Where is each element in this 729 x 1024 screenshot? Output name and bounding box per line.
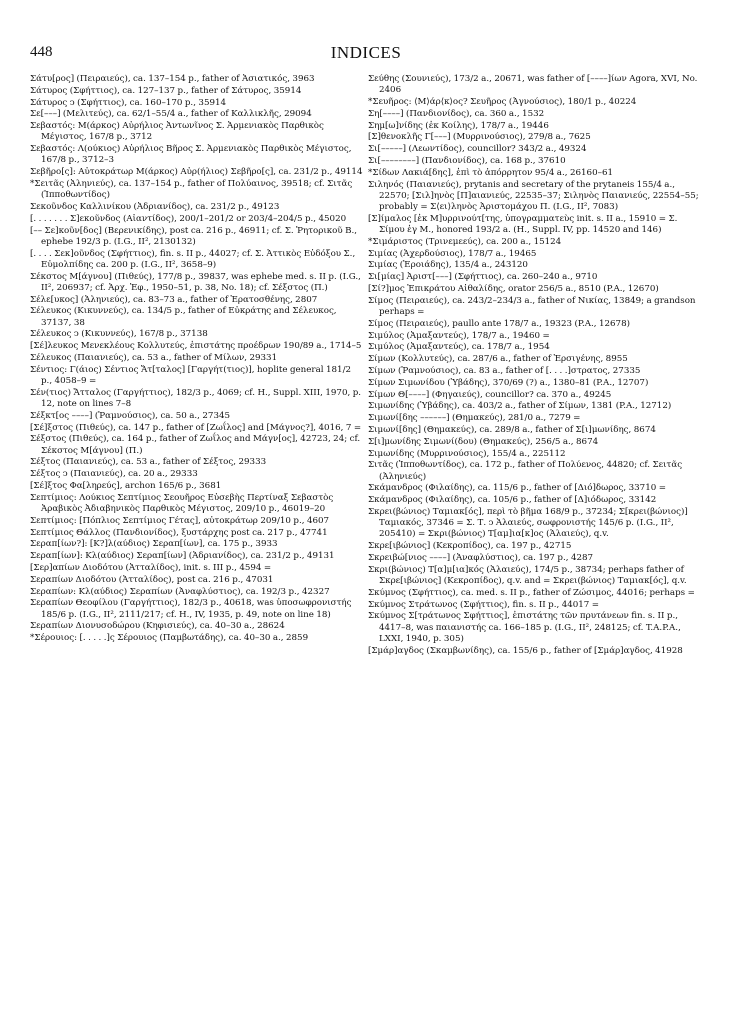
index-entry: [. . . . . . . Σ]εκοῦνδος (Αἰαντίδος), 200/1–201/2 or 203/4–204/5 p., 45020 — [30, 213, 347, 224]
index-entry: Σιληνός (Παιανιεύς), prytanis and secretary of the prytaneis 155/4 a., 22570; [Σιλ]ηνὸς [Π]αιανιεύς, 22535–37; Σιληνὸς Παιανιεύς, 22554–55; probably = Σ⟨ει⟩ληνὸς Ἀριστομάχου Π. (I.G., II², 7083) — [368, 179, 699, 212]
index-entry: Σεβαστός: Λ(ούκιος) Αὐρήλιος Βῆρος Σ. Ἀρμενιακὸς Παρθικὸς Μέγιστος, 167/8 p., 3712–3 — [30, 144, 352, 166]
index-entry: Σέλευκος (Κικυννεύς), ca. 134/5 p., father of Εὐκράτης and Σέλευκος, 37137, 38 — [30, 306, 337, 328]
index-entry: Σι[––––––––] (Πανδιονίδος), ca. 168 p., 37610 — [368, 155, 566, 166]
index-entry: Σίμων (Ῥαμνούσιος), ca. 83 a., father of [. . . .]στρατος, 27335 — [368, 365, 641, 376]
index-entry: [Σί?]μος Ἐπικράτου Αἰθαλίδης, orator 256/5 a., 8510 (P.A., 12670) — [368, 283, 659, 294]
index-entry: Σάτυ[ρος] (Πειραιεύς), ca. 137–154 p., father of Ἀσιατικός, 3963 — [30, 74, 315, 84]
index-entry: [Σμάρ]αγδος (Σκαμβωνίδης), ca. 155/6 p., father of [Σμάρ]αγδος, 41928 — [368, 645, 683, 656]
index-entry: Σέξτος ↄ (Παιανιεύς), ca. 20 a., 29333 — [30, 469, 198, 480]
index-entry: Σκύμνος (Σφήττιος), ca. med. s. II p., father of Ζώσιμος, 44016; perhaps = — [368, 587, 695, 598]
index-entry: Σεβαστός: Μ(άρκος) Αὐρήλιος Ἀντωνῖνος Σ. Ἀρμενιακὸς Παρθικὸς Μέγιστος, 167/8 p., 3712 — [30, 121, 324, 143]
index-entry: [Σ]θενοκλῆς Γ[–––] (Μυρρινούσιος), 279/8 a., 7625 — [368, 132, 591, 143]
index-entry: [Σέ]ξτος Φα[ληρεύς], archon 165/6 p., 3681 — [30, 480, 222, 491]
index-entry: Σίμων Θ[––––] (Φηγαιεύς), councillor? ca. 370 a., 49245 — [368, 389, 612, 400]
index-entry: Σάτυρος (Σφήττιος), ca. 127–137 p., father of Σάτυρος, 35914 — [30, 85, 302, 96]
index-entry: Σέλε[υκος] (Ἀληνιεύς), ca. 83–73 a., father of Ἐρατοσθένης, 2807 — [30, 294, 318, 305]
index-entry: Σεπτίμιος Θάλλος (Πανδιονίδος), ξυστάρχης post ca. 217 p., 47741 — [30, 527, 328, 538]
right-column — [368, 74, 702, 1014]
index-entry: Σιμωνί[δης] (Θημακεύς), ca. 289/8 a., father of Σ[ι]μωνίδης, 8674 — [368, 424, 656, 435]
index-entry: Σιμίας (Ἀχερδούσιος), 178/7 a., 19465 — [368, 248, 537, 259]
page-header — [30, 44, 702, 66]
index-entry: Σι[μίας] Ἀριστ[–––] (Σφήττιος), ca. 260–240 a., 9710 — [368, 272, 598, 283]
index-entry: Σκάμανδρος (Φιλαίδης), ca. 105/6 p., father of [Δ]ιόδωρος, 33142 — [368, 495, 657, 506]
index-entry: [–– Σε]κοῦν[δος] (Βερενικίδης), post ca. 216 p., 46911; cf. Σ. Ῥητορικοῦ Β., ephebe 192/3 p. (I.G., II², 2130132) — [30, 225, 358, 247]
index-entry: Σιμύλος (Ἀμαξαντεύς), 178/7 a., 19460 = — [368, 330, 550, 341]
index-entry: Σέξτος (Παιανιεύς), ca. 53 a., father of Σέξτος, 29333 — [30, 457, 267, 468]
index-entry: Σκάμανδρος (Φιλαίδης), ca. 115/6 p., father of [Διό]δωρος, 33710 = — [368, 483, 666, 494]
index-entry: Σιμίας (Ἐροιάδης), 135/4 a., 243120 — [368, 260, 528, 271]
index-entry: Σάτυρος ↄ (Σφήττιος), ca. 160–170 p., 35914 — [30, 97, 227, 108]
index-entry: [Σέ]ξστος (Πιθεύς), ca. 147 p., father of [Ζωΐλος] and [Μάγνος?], 4016, 7 = — [30, 422, 362, 433]
index-entry: Σκρειβώ[νιος ––––] (Ἀναφλύστιος), ca. 197 p., 4287 — [368, 552, 594, 563]
index-entry: [. . . . Σεκ]οῦνδος (Σφήττιος), fin. s. II p., 44027; cf. Σ. Ἀττικὸς Εὐδόξου Σ., Εὐμολπίδης ca. 200 p. (I.G., II², 3658–9) — [30, 248, 356, 270]
index-entry: Σκύμνος Στράτωνος (Σφήττιος), fin. s. II p., 44017 = — [368, 599, 600, 610]
index-entry: Σέκστος Μ[άγνου] (Πιθεύς), 177/8 p., 39837, was ephebe med. s. II p. (I.G., II², 206937; cf. Ἀρχ. Ἐφ., 1950–51, p. 38, No. 18); cf. Σέξστος (Π.) — [30, 271, 361, 293]
page-title: INDICES — [330, 43, 402, 62]
index-entry: Σεκοῦνδος Καλλινίκου (Ἀδριανίδος), ca. 231/2 p., 49123 — [30, 201, 280, 212]
page-number: 448 — [30, 44, 53, 60]
index-entry: Σι[–––––] (Λεωντίδος), councillor? 343/2 a., 49324 — [368, 144, 587, 155]
index-entry: Σιμωνί[δης ––––––] (Θημακεύς), 281/0 a., 7279 = — [368, 413, 581, 424]
index-entry: Σιτᾶς (Ἱπποθωντίδος), ca. 172 p., father of Πολύενος, 44820; cf. Σειτᾶς (Ἀληνιεύς) — [368, 460, 683, 482]
index-entry: *Σειτᾶς (Ἀληνιεύς), ca. 137–154 p., father of Πολύαινος, 39518; cf. Σιτᾶς (Ἱπποθωντίδος) — [30, 178, 353, 201]
index-entry: Σέξκτ[ος ––––] (Ῥαμνούσιος), ca. 50 a., 27345 — [30, 410, 231, 421]
index-entry: Σίμων Σιμωνίδου (Ὑβάδης), 370/69 (?) a., 1380–81 (P.A., 12707) — [368, 377, 649, 388]
index-entry: Σέντιος: Γ(άιος) Σέντιος Ἄτ[ταλος] [Γαργήτ(τιος)], hoplite general 181/2 p., 4058–9 = — [30, 364, 352, 386]
index-entry: Σεραπίων: Κλ(αύδιος) Σεραπίων (Ἀναφλύστιος), ca. 192/3 p., 42327 — [30, 586, 330, 597]
index-entry: Σεβῆρο[ς]: Αὐτοκράτωρ Μ(άρκος) Αὐρ(ήλιος) Σεβῆρο[ς], ca. 231/2 p., 49114 — [30, 167, 363, 178]
index-entry: Σεπτίμιος: [Πόπλιος Σεπτίμιος Γέτας], αὐτοκράτωρ 209/10 p., 4607 — [30, 515, 330, 526]
index-entry: Σιμωνίδης (Μυρρινούσιος), 155/4 a., 225112 — [368, 448, 566, 459]
index-entry: Σεραπ[ίων?]: [Κ?]λ(αύδιος) Σεραπ[ίων], ca. 175 p., 3933 — [30, 539, 278, 550]
index-entry: *Σιμάριστος (Τρινεμεεύς), ca. 200 a., 15124 — [368, 236, 562, 247]
index-entry: Σιμωνίδης (Ὑβάδης), ca. 403/2 a., father of Σίμων, 1381 (P.A., 12712) — [368, 401, 672, 412]
index-entry: [Σ]ίμαλος [ἐκ Μ]υρρινούτ[της, ὑπογραμματεὺς init. s. II a., 15910 = Σ. Σίμου ἐγ Μ., honored 193/2 a. (H., Suppl. IV, pp. 14520 and 146) — [368, 213, 678, 235]
index-entry: Σκρι(βώνιος) Τ[α]μ[ια]κός (Ἁλαιεύς), 174/5 p., 38734; perhaps father of Σκρε[ιβώνιος] (Κεκροπίδος), q.v. and = Σκρει(βώνιος) Ταμιακ[ός], q.v. — [368, 564, 687, 586]
index-entry: Σκρε[ιβώνιος] (Κεκροπίδος), ca. 197 p., 42715 — [368, 541, 572, 552]
index-entry: Σημ[ω]νίδης (ἐκ Κοίλης), 178/7 a., 19446 — [368, 120, 549, 131]
index-entry: Σεραπίων Διονυσοδώρου (Κηφισιεύς), ca. 40–30 a., 28624 — [30, 621, 285, 632]
index-entry: [Σερ]απίων Διοδότου (Ἀτταλίδος), init. s. III p., 4594 = — [30, 562, 272, 573]
index-entry: Σκρει(βώνιος) Ταμιακ[ός], περὶ τὸ βῆμα 168/9 p., 37234; Σ[κρει(βώνιος)] Ταμιακός, 37346 = Σ. Τ. ↄ Ἁλαιεύς, σωφρονιστής 145/6 p. (I.G., II², 205410) = Σκρι(βώνιος) Τ[αμ]ια[κ]ος (Ἁλαιεύς), q.v. — [368, 506, 688, 540]
index-entry: Σεραπίων Θεοφίλου (Γαργήττιος), 182/3 p., 40618, was ὑποσωφρονιστής 185/6 p. (I.G., II², 2111/217; cf. H., IV, 1935, p. 49, note on line 18) — [30, 598, 352, 620]
left-column — [30, 74, 364, 1014]
index-entry: Σέλευκος ↄ (Κικυννεύς), 167/8 p., 37138 — [30, 329, 208, 340]
index-entry: Σέν(τιος) Ἄτταλος (Γαργήττιος), 182/3 p., 4069; cf. H., Suppl. XIII, 1970, p. 12, note on lines 7–8 — [30, 387, 362, 409]
index-entry: Σεραπ[ίων]: Κλ(αύδιος) Σεραπ[ίων] (Ἀδριανίδος), ca. 231/2 p., 49131 — [30, 551, 335, 562]
index-entry: Σέξστος (Πιθεύς), ca. 164 p., father of Ζωΐλος and Μάγν[ος], 42723, 24; cf. Σέκστος Μ[άγνου] (Π.) — [30, 434, 361, 456]
index-entry: Σεραπίων Διοδότου (Ἀτταλίδος), post ca. 216 p., 47031 — [30, 574, 274, 585]
index-entry: Σεπτίμιος: Λούκιος Σεπτίμιος Σεουῆρος Εὐσεβὴς Περτίναξ Σεβαστὸς Ἀραβικὸς Ἀδιαβηνικὸς Παρθικὸς Μέγιστος, 209/10 p., 46019–20 — [30, 492, 334, 514]
index-entry: Σίμος (Πειραιεύς), ca. 243/2–234/3 a., father of Νικίας, 13849; a grandson perhaps = — [368, 295, 696, 317]
index-entry: *Σίδων Λακιά[δης], ἐπὶ τὸ ἀπόρρητον 95/4 a., 26160–61 — [368, 167, 614, 178]
index-entry: Σ[ι]μωνίδης Σιμωνί(δου) (Θημακεύς), 256/5 a., 8674 — [368, 436, 599, 447]
index-entry: Σεύθης (Σουνιεύς), 173/2 a., 20671, was father of [––––]ίων Agora, XVI, No. 2406 — [368, 74, 698, 96]
index-entry: [Σέ]λευκος Μενεκλέους Κολλυτεύς, ἐπιστάτης προέδρων 190/89 a., 1714–5 — [30, 341, 362, 352]
index-entry: Σίμων (Κολλυτεύς), ca. 287/6 a., father of Ἐρσιγένης, 8955 — [368, 354, 628, 365]
index-entry: Σιμύλος (Ἀμαξαντεύς), ca. 178/7 a., 1954 — [368, 342, 550, 353]
index-entry: Σίμος (Πειραιεύς), paullo ante 178/7 a., 19323 (P.A., 12678) — [368, 318, 630, 329]
index-entry: Σε[–––] (Μελιτεύς), ca. 62/1–55/4 a., father of Καλλικλῆς, 29094 — [30, 109, 312, 120]
index-entry: Σέλευκος (Παιανιεύς), ca. 53 a., father of Μίλων, 29331 — [30, 352, 278, 363]
index-entry: Ση[––––] (Πανδιονίδος), ca. 360 a., 1532 — [368, 108, 545, 119]
index-entry: Σκύμνος Σ[τράτωνος Σφήττιος], ἐπιστάτης τῶν πρυτάνεων fin. s. II p., 4417–8, was παιανιστής ca. 166–185 p. (I.G., II², 248125; cf. T.A.P.A., LXXI, 1940, p. 305) — [368, 611, 681, 644]
index-entry: *Σέρουιος: [. . . . .]ς Σέρουιος (Παμβωτάδης), ca. 40–30 a., 2859 — [30, 633, 309, 644]
index-entry: *Σευῆρος: ⟨Μ⟩άρ⟨κ⟩ος? Σευῆρος (Ἀγνούσιος), 180/1 p., 40224 — [368, 97, 637, 107]
